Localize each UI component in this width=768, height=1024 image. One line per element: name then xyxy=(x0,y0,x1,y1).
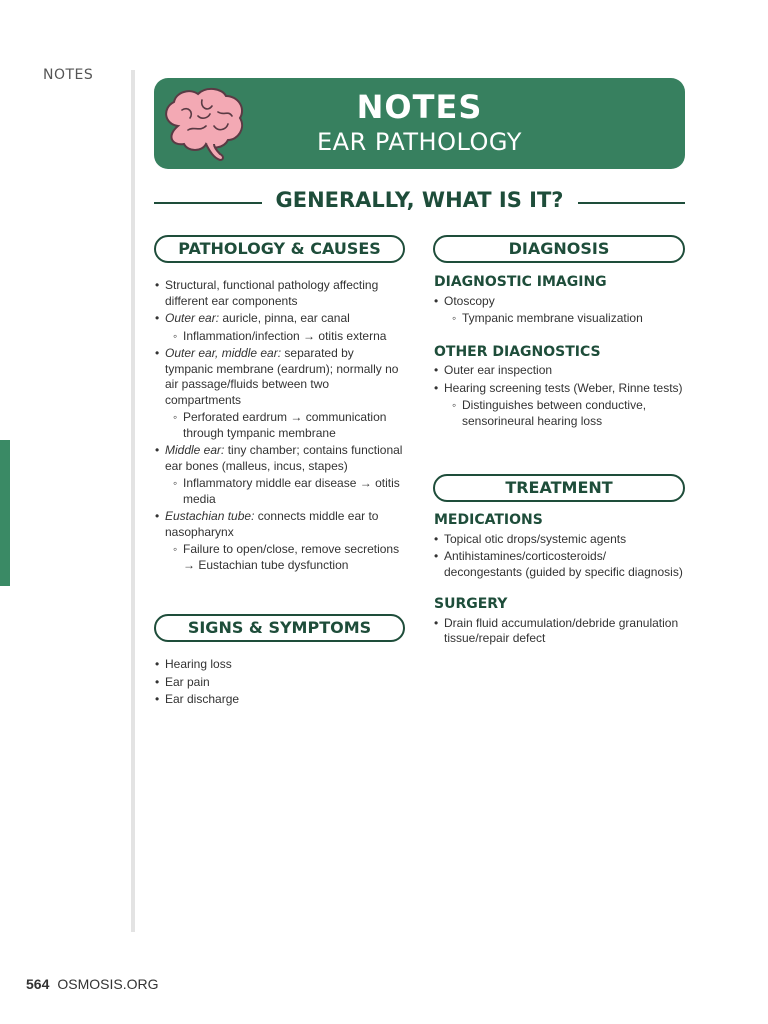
surgery-heading: SURGERY xyxy=(434,596,508,612)
medications-heading: MEDICATIONS xyxy=(434,512,543,528)
list-item: • Hearing screening tests (Weber, Rinne tests) xyxy=(434,381,684,397)
list-item: • Antihistamines/corticosteroids/ decongestants (guided by specific diagnosis) xyxy=(434,549,684,580)
list-item xyxy=(155,443,405,474)
side-tab xyxy=(0,440,10,586)
list-item: • Otoscopy xyxy=(434,294,684,310)
term-label: Outer ear, middle ear: xyxy=(165,346,282,360)
banner-subtitle: EAR PATHOLOGY xyxy=(317,128,522,156)
list-item xyxy=(155,509,405,540)
item-text: tiny chamber; contains functional ear bones (malleus, incus, stapes) xyxy=(165,443,403,473)
item-text: Perforated eardrum → communication through tympanic membrane xyxy=(183,410,387,440)
footer xyxy=(26,976,158,992)
list-item xyxy=(155,278,405,309)
list-item: • Outer ear inspection xyxy=(434,363,684,379)
item-text: separated by tympanic membrane (eardrum); normally no air passage/fluids between two compartments xyxy=(165,346,399,407)
list-item xyxy=(155,476,405,507)
side-rule xyxy=(131,70,135,932)
signs-list xyxy=(155,657,405,710)
diagnosis-heading: DIAGNOSIS xyxy=(433,235,685,263)
signs-heading: SIGNS & SYMPTOMS xyxy=(154,614,405,642)
side-notes-label: NOTES xyxy=(43,67,94,83)
term-label: Outer ear: xyxy=(165,311,220,325)
treatment-content xyxy=(434,513,684,649)
section-heading xyxy=(154,188,685,218)
section-heading-text: GENERALLY, WHAT IS IT? xyxy=(275,188,564,212)
diagnosis-content xyxy=(434,275,684,431)
list-item: • Topical otic drops/systemic agents xyxy=(434,532,684,548)
item-text: Inflammation/infection → otitis externa xyxy=(183,328,387,343)
list-item: • Ear pain xyxy=(155,675,405,691)
list-item xyxy=(155,329,405,345)
list-item: ◦ Distinguishes between conductive, sensorineural hearing loss xyxy=(434,398,684,429)
item-text: connects middle ear to nasopharynx xyxy=(165,509,379,539)
item-text: Inflammatory middle ear disease → otitis media xyxy=(183,476,400,506)
item-text: auricle, pinna, ear canal xyxy=(219,311,350,325)
list-item xyxy=(155,311,405,327)
diagnostic-imaging-heading: DIAGNOSTIC IMAGING xyxy=(434,274,607,290)
term-label: Middle ear: xyxy=(165,443,225,457)
list-item: • Ear discharge xyxy=(155,692,405,708)
term-label: Eustachian tube: xyxy=(165,509,255,523)
site-name: OSMOSIS.ORG xyxy=(57,976,159,992)
list-item xyxy=(155,346,405,408)
item-text: Structural, functional pathology affecting different ear components xyxy=(165,278,379,308)
pathology-heading: PATHOLOGY & CAUSES xyxy=(154,235,405,263)
item-text: Failure to open/close, remove secretions → Eustachian tube dysfunction xyxy=(183,542,400,572)
list-item xyxy=(155,542,405,573)
list-item: ◦ Tympanic membrane visualization xyxy=(434,311,684,327)
banner-title: NOTES xyxy=(356,88,483,126)
list-item xyxy=(155,410,405,441)
list-item: • Drain fluid accumulation/debride granulation tissue/repair defect xyxy=(434,616,684,647)
page-number: 564 xyxy=(26,976,50,992)
other-diagnostics-heading: OTHER DIAGNOSTICS xyxy=(434,343,601,360)
treatment-heading: TREATMENT xyxy=(433,474,685,502)
list-item: • Hearing loss xyxy=(155,657,405,673)
pathology-list xyxy=(155,278,405,575)
